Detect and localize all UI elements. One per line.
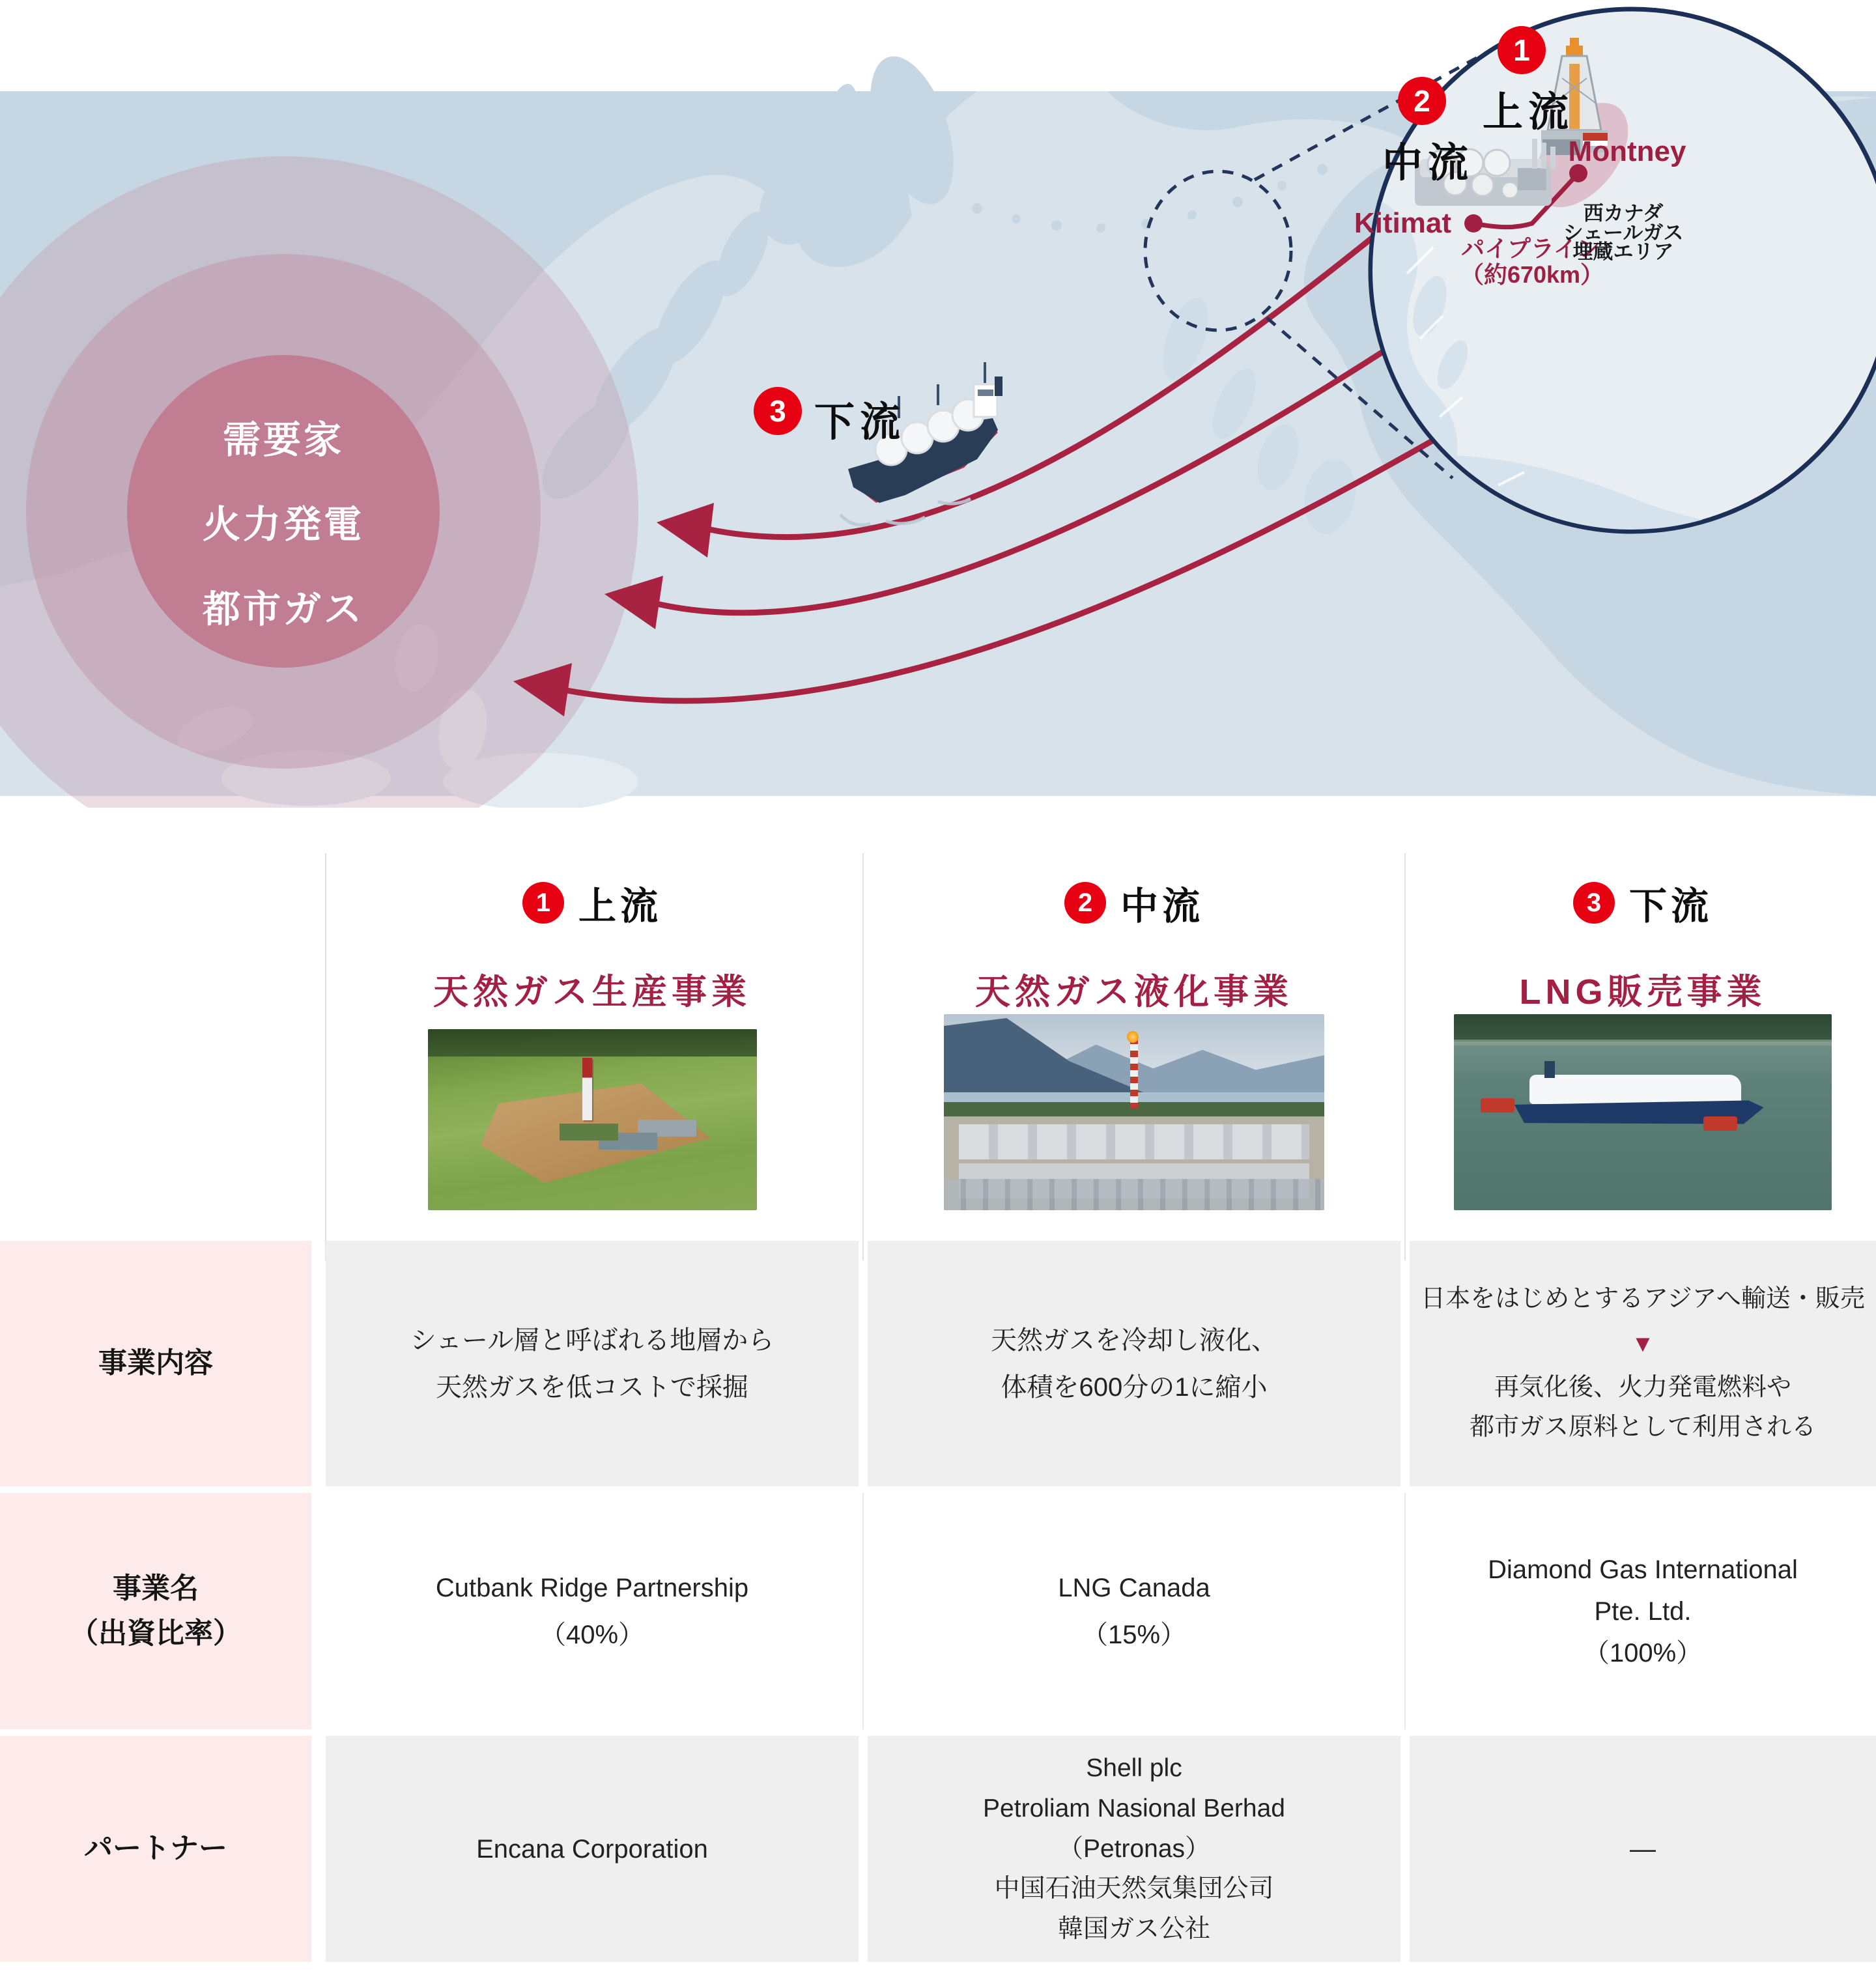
photo-plant-modules bbox=[959, 1124, 1309, 1159]
row-label-partner: パートナー bbox=[0, 1736, 311, 1962]
column-header-midstream bbox=[868, 853, 1400, 1210]
midstream-col-subtitle: 天然ガス液化事業 bbox=[975, 972, 1293, 1012]
downstream-label: 下流 bbox=[814, 400, 906, 445]
photo-flare-flame bbox=[1127, 1031, 1139, 1043]
photo-ship-funnel bbox=[1544, 1061, 1555, 1078]
cell-content-upstream: シェール層と呼ばれる地層から 天然ガスを低コストで採掘 bbox=[326, 1241, 859, 1486]
cell-partner-downstream: — bbox=[1410, 1736, 1876, 1962]
photo-shoreline bbox=[1454, 1040, 1832, 1045]
photo-equipment bbox=[560, 1124, 618, 1141]
upstream-col-subtitle: 天然ガス生産事業 bbox=[433, 972, 751, 1012]
midstream-badge: 2 bbox=[1398, 77, 1446, 125]
pipeline-label-line1: パイプライン bbox=[1461, 235, 1600, 262]
photo-forest-band bbox=[428, 1029, 757, 1056]
row-label-business-content: 事業内容 bbox=[0, 1241, 311, 1486]
upstream-col-stage: 上流 bbox=[578, 885, 662, 928]
downstream-col-badge: 3 bbox=[1573, 882, 1615, 924]
shale-area-line1: 西カナダ bbox=[1583, 202, 1664, 225]
lng-carrier-photo bbox=[1454, 1014, 1832, 1210]
upstream-col-badge: 1 bbox=[522, 882, 564, 924]
header-divider-mid1 bbox=[862, 853, 864, 1260]
demand-line-1: 需要家 bbox=[222, 419, 344, 461]
photo-tugboat-2 bbox=[1703, 1116, 1737, 1131]
cell-content-midstream: 天然ガスを冷却し液化、 体積を600分の1に縮小 bbox=[868, 1241, 1400, 1486]
drill-site-photo bbox=[428, 1029, 757, 1210]
lng-plant-photo bbox=[944, 1014, 1324, 1210]
column-header-upstream bbox=[326, 853, 859, 1210]
kitimat-label: Kitimat bbox=[1354, 207, 1451, 239]
photo-drill-rig bbox=[582, 1058, 592, 1120]
pacific-map bbox=[0, 0, 1876, 808]
column-header-downstream bbox=[1410, 853, 1876, 1210]
photo-tugboat-1 bbox=[1481, 1098, 1514, 1113]
demand-line-2: 火力発電 bbox=[202, 503, 364, 546]
upstream-badge: 1 bbox=[1498, 26, 1546, 74]
cell-name-midstream: LNG Canada （15%） bbox=[1058, 1573, 1210, 1649]
downstream-col-subtitle: LNG販売事業 bbox=[1519, 972, 1767, 1012]
midstream-col-stage: 中流 bbox=[1120, 885, 1204, 928]
kitimat-dot bbox=[1464, 214, 1483, 233]
photo-flare-stack bbox=[1130, 1038, 1138, 1108]
row-label-business-name: 事業名 （出資比率） bbox=[0, 1493, 311, 1729]
downstream-badge: 3 bbox=[754, 387, 802, 435]
upstream-label: 上流 bbox=[1483, 90, 1574, 135]
downstream-col-stage: 下流 bbox=[1628, 885, 1713, 928]
montney-label: Montney bbox=[1568, 135, 1686, 167]
photo-shore-forest bbox=[1454, 1014, 1832, 1042]
shale-area-line3: 埋蔵エリア bbox=[1572, 240, 1674, 263]
cell-name-upstream: Cutbank Ridge Partnership （40%） bbox=[435, 1573, 749, 1649]
cell-partner-midstream: Shell plc Petroliam Nasional Berhad （Petronas） 中国石油天然気集団公司 韓国ガス公社 bbox=[868, 1736, 1400, 1962]
flow-arrow-glyph: ▼ bbox=[1631, 1329, 1655, 1357]
shale-area-line2: シェールガス bbox=[1563, 221, 1684, 244]
midstream-label: 中流 bbox=[1382, 141, 1474, 186]
midstream-col-badge: 2 bbox=[1064, 882, 1106, 924]
row2-divider-1 bbox=[862, 1493, 864, 1729]
photo-ship-deck bbox=[1529, 1075, 1741, 1104]
header-divider-mid2 bbox=[1404, 853, 1406, 1260]
pipeline-label-line2: （約670km） bbox=[1460, 261, 1604, 288]
row2-divider-2 bbox=[1404, 1493, 1406, 1729]
demand-line-3: 都市ガス bbox=[202, 588, 364, 631]
cell-name-downstream: Diamond Gas International Pte. Ltd. （100%） bbox=[1488, 1555, 1798, 1667]
photo-plant-piping bbox=[944, 1179, 1324, 1210]
cell-content-downstream: 日本をはじめとするアジアへ輸送・販売 ▼ 再気化後、火力発電燃料や 都市ガス原料として利用される bbox=[1410, 1241, 1876, 1486]
cell-partner-upstream: Encana Corporation bbox=[326, 1736, 859, 1962]
